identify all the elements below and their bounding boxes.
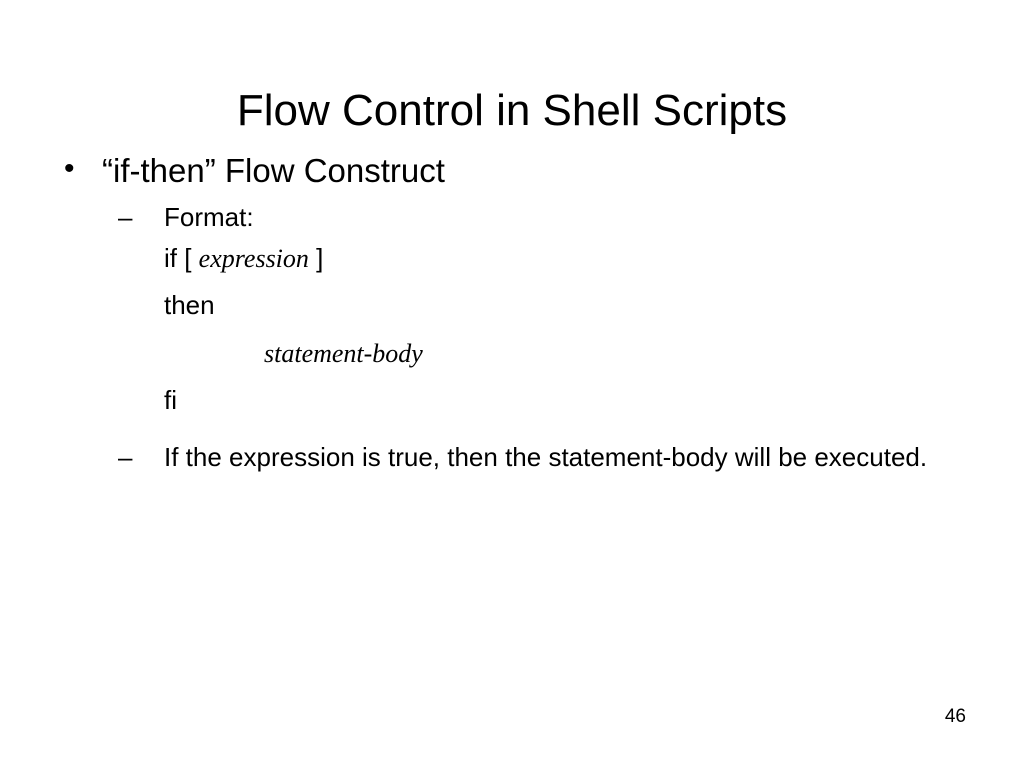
bullet-level1-if-then [56, 152, 976, 190]
code-line-then: then [164, 290, 215, 321]
code-line-fi: fi [164, 384, 177, 415]
bullet-level2-format [56, 202, 976, 233]
code-if-suffix: ] [308, 243, 324, 274]
bullet-level2-text: Format: [164, 201, 254, 232]
page-number: 46 [944, 706, 966, 727]
bullet-level2-description [56, 442, 976, 473]
bullet-level1-text: “if-then” Flow Construct [102, 152, 445, 189]
page-title: Flow Control in Shell Scripts [236, 86, 788, 136]
bullet-marker-icon: • [64, 152, 75, 185]
bullet-level2-description-text: If the expression is true, then the statement-body will be executed. [164, 441, 928, 472]
slide-body [56, 152, 976, 473]
dash-marker-icon: – [118, 441, 133, 472]
code-if-expression: expression [198, 244, 309, 274]
dash-marker-icon: – [118, 201, 133, 232]
code-statement-body-text: statement-body [264, 338, 423, 368]
code-if-prefix: if [ [164, 243, 199, 274]
code-line-if [56, 243, 976, 274]
code-line-statement-body [56, 338, 976, 369]
